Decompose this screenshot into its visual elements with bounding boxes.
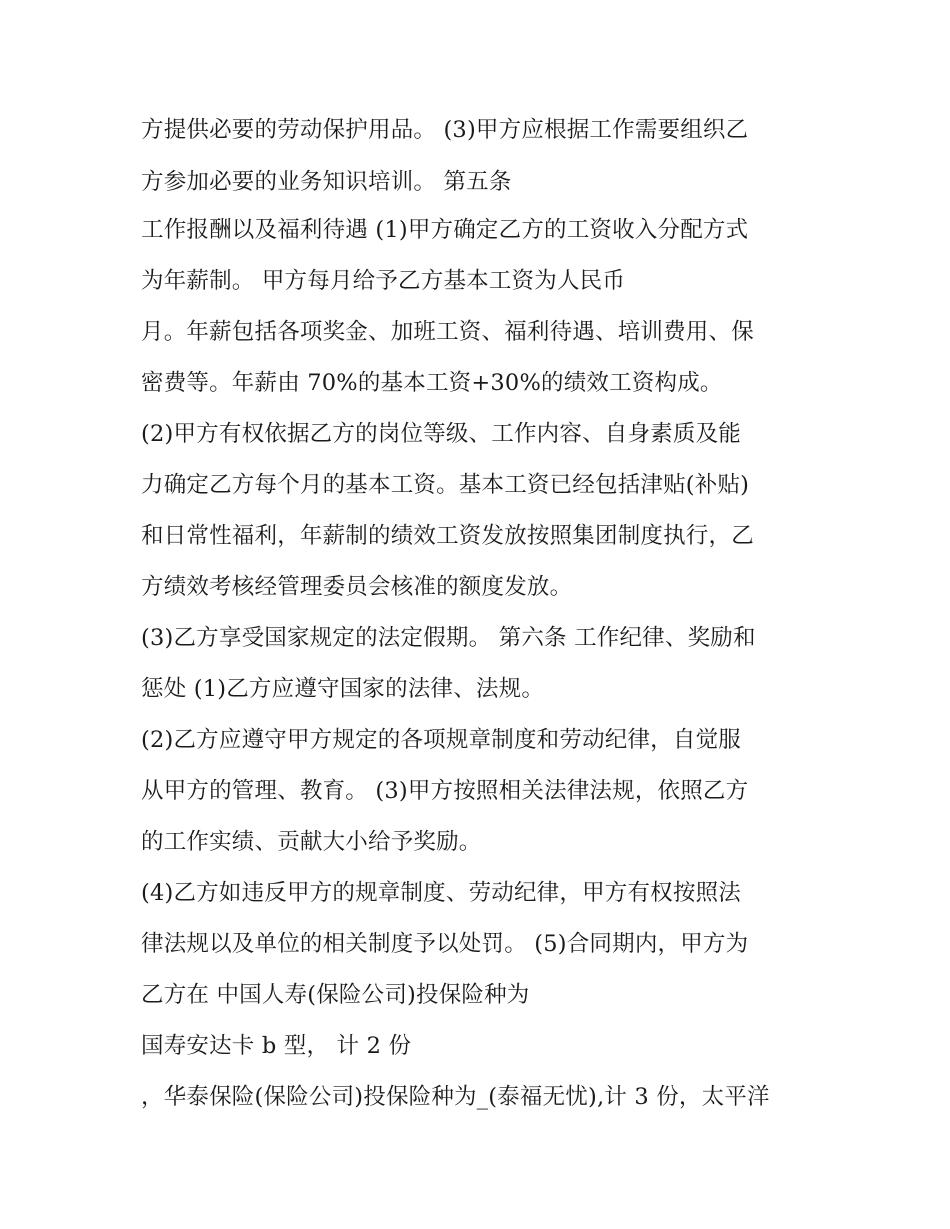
text-line: 方绩效考核经管理委员会核准的额度发放。 [141, 574, 573, 600]
text-line: 乙方在 中国人寿(保险公司)投保险种为 [141, 982, 530, 1008]
text-line: (2)乙方应遵守甲方规定的各项规章制度和劳动纪律，自觉服 [141, 727, 741, 753]
text-line: 密费等。年薪由 70%的基本工资+30%的绩效工资构成。 [141, 370, 723, 396]
text-line: 惩处 (1)乙方应遵守国家的法律、法规。 [141, 676, 545, 702]
text-line: 为年薪制。 甲方每月给予乙方基本工资为人民币 [141, 268, 626, 294]
text-line: 工作报酬以及福利待遇 (1)甲方确定乙方的工资收入分配方式 [141, 217, 749, 243]
text-line: 月。年薪包括各项奖金、加班工资、福利待遇、培训费用、保 [141, 319, 754, 345]
text-line: 从甲方的管理、教育。 (3)甲方按照相关法律法规，依照乙方 [141, 778, 749, 804]
text-line: (4)乙方如违反甲方的规章制度、劳动纪律，甲方有权按照法 [141, 880, 741, 906]
text-line: 的工作实绩、贡献大小给予奖励。 [141, 829, 482, 855]
text-line: 律法规以及单位的相关制度予以处罚。 (5)合同期内，甲方为 [141, 931, 749, 957]
text-line: 和日常性福利，年薪制的绩效工资发放按照集团制度执行，乙 [141, 523, 754, 549]
text-line: ，华泰保险(保险公司)投保险种为_(泰福无忧),计 3 份，太平洋 [141, 1084, 770, 1110]
text-line: 方提供必要的劳动保护用品。 (3)甲方应根据工作需要组织乙 [141, 117, 749, 143]
text-line: (3)乙方享受国家规定的法定假期。 第六条 工作纪律、奖励和 [141, 625, 756, 651]
text-line: 国寿安达卡 b 型， 计 2 份 [141, 1033, 412, 1059]
text-line: 力确定乙方每个月的基本工资。基本工资已经包括津贴(补贴) [141, 472, 750, 498]
text-line: 方参加必要的业务知识培训。 第五条 [141, 169, 512, 195]
text-line: (2)甲方有权依据乙方的岗位等级、工作内容、自身素质及能 [141, 421, 741, 447]
